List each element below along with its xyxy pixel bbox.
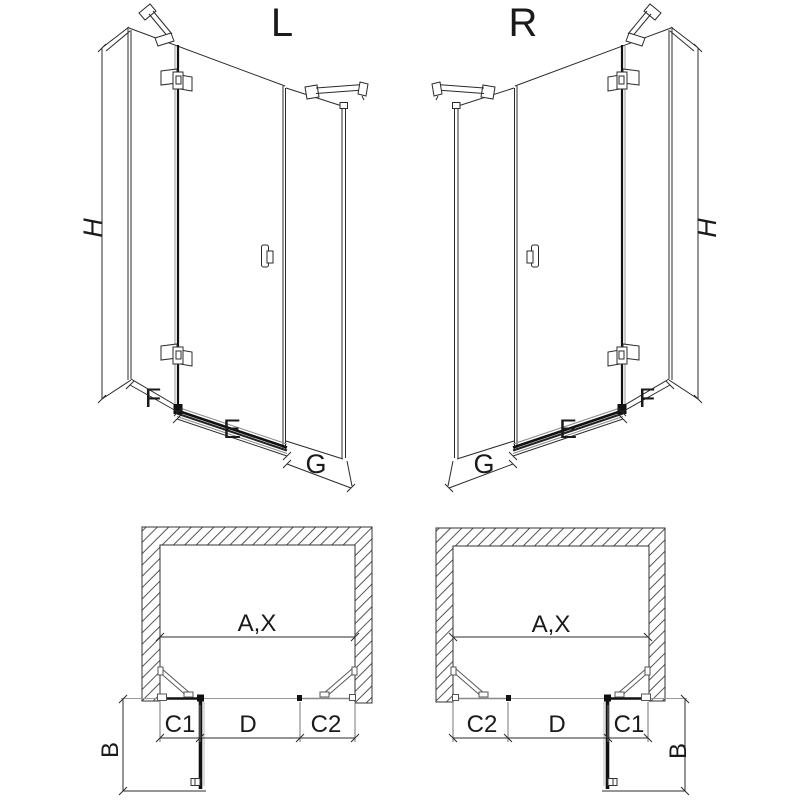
dim-label-c1-right: C1 bbox=[613, 711, 645, 738]
dim-label-fixed-left: F bbox=[144, 383, 162, 413]
plan-diagram-right bbox=[436, 528, 692, 795]
dim-label-height-left: H bbox=[78, 218, 108, 238]
plan-diagram-left bbox=[97, 527, 372, 795]
perspective-diagram-right bbox=[432, 1, 722, 492]
variant-label-right: R bbox=[508, 1, 538, 45]
dim-label-d-right: D bbox=[548, 711, 566, 738]
dim-label-fixed-right: F bbox=[638, 383, 656, 413]
dim-label-ax-right: A,X bbox=[531, 611, 571, 638]
variant-label-left: L bbox=[270, 1, 294, 45]
dim-label-side-right: G bbox=[473, 449, 495, 479]
dim-label-door-right: E bbox=[558, 414, 578, 444]
dim-label-d-left: D bbox=[239, 711, 257, 738]
dim-label-door-left: E bbox=[222, 414, 242, 444]
dim-label-c2-right: C2 bbox=[466, 711, 498, 738]
dim-label-c1-left: C1 bbox=[164, 711, 196, 738]
dim-label-side-left: G bbox=[305, 449, 327, 479]
perspective-diagram-left bbox=[78, 1, 368, 492]
dim-label-c2-left: C2 bbox=[310, 711, 342, 738]
dim-label-height-right: H bbox=[692, 218, 722, 238]
dim-label-b-right: B bbox=[665, 742, 692, 760]
dim-label-b-left: B bbox=[97, 741, 124, 759]
dim-label-ax-left: A,X bbox=[237, 610, 277, 637]
